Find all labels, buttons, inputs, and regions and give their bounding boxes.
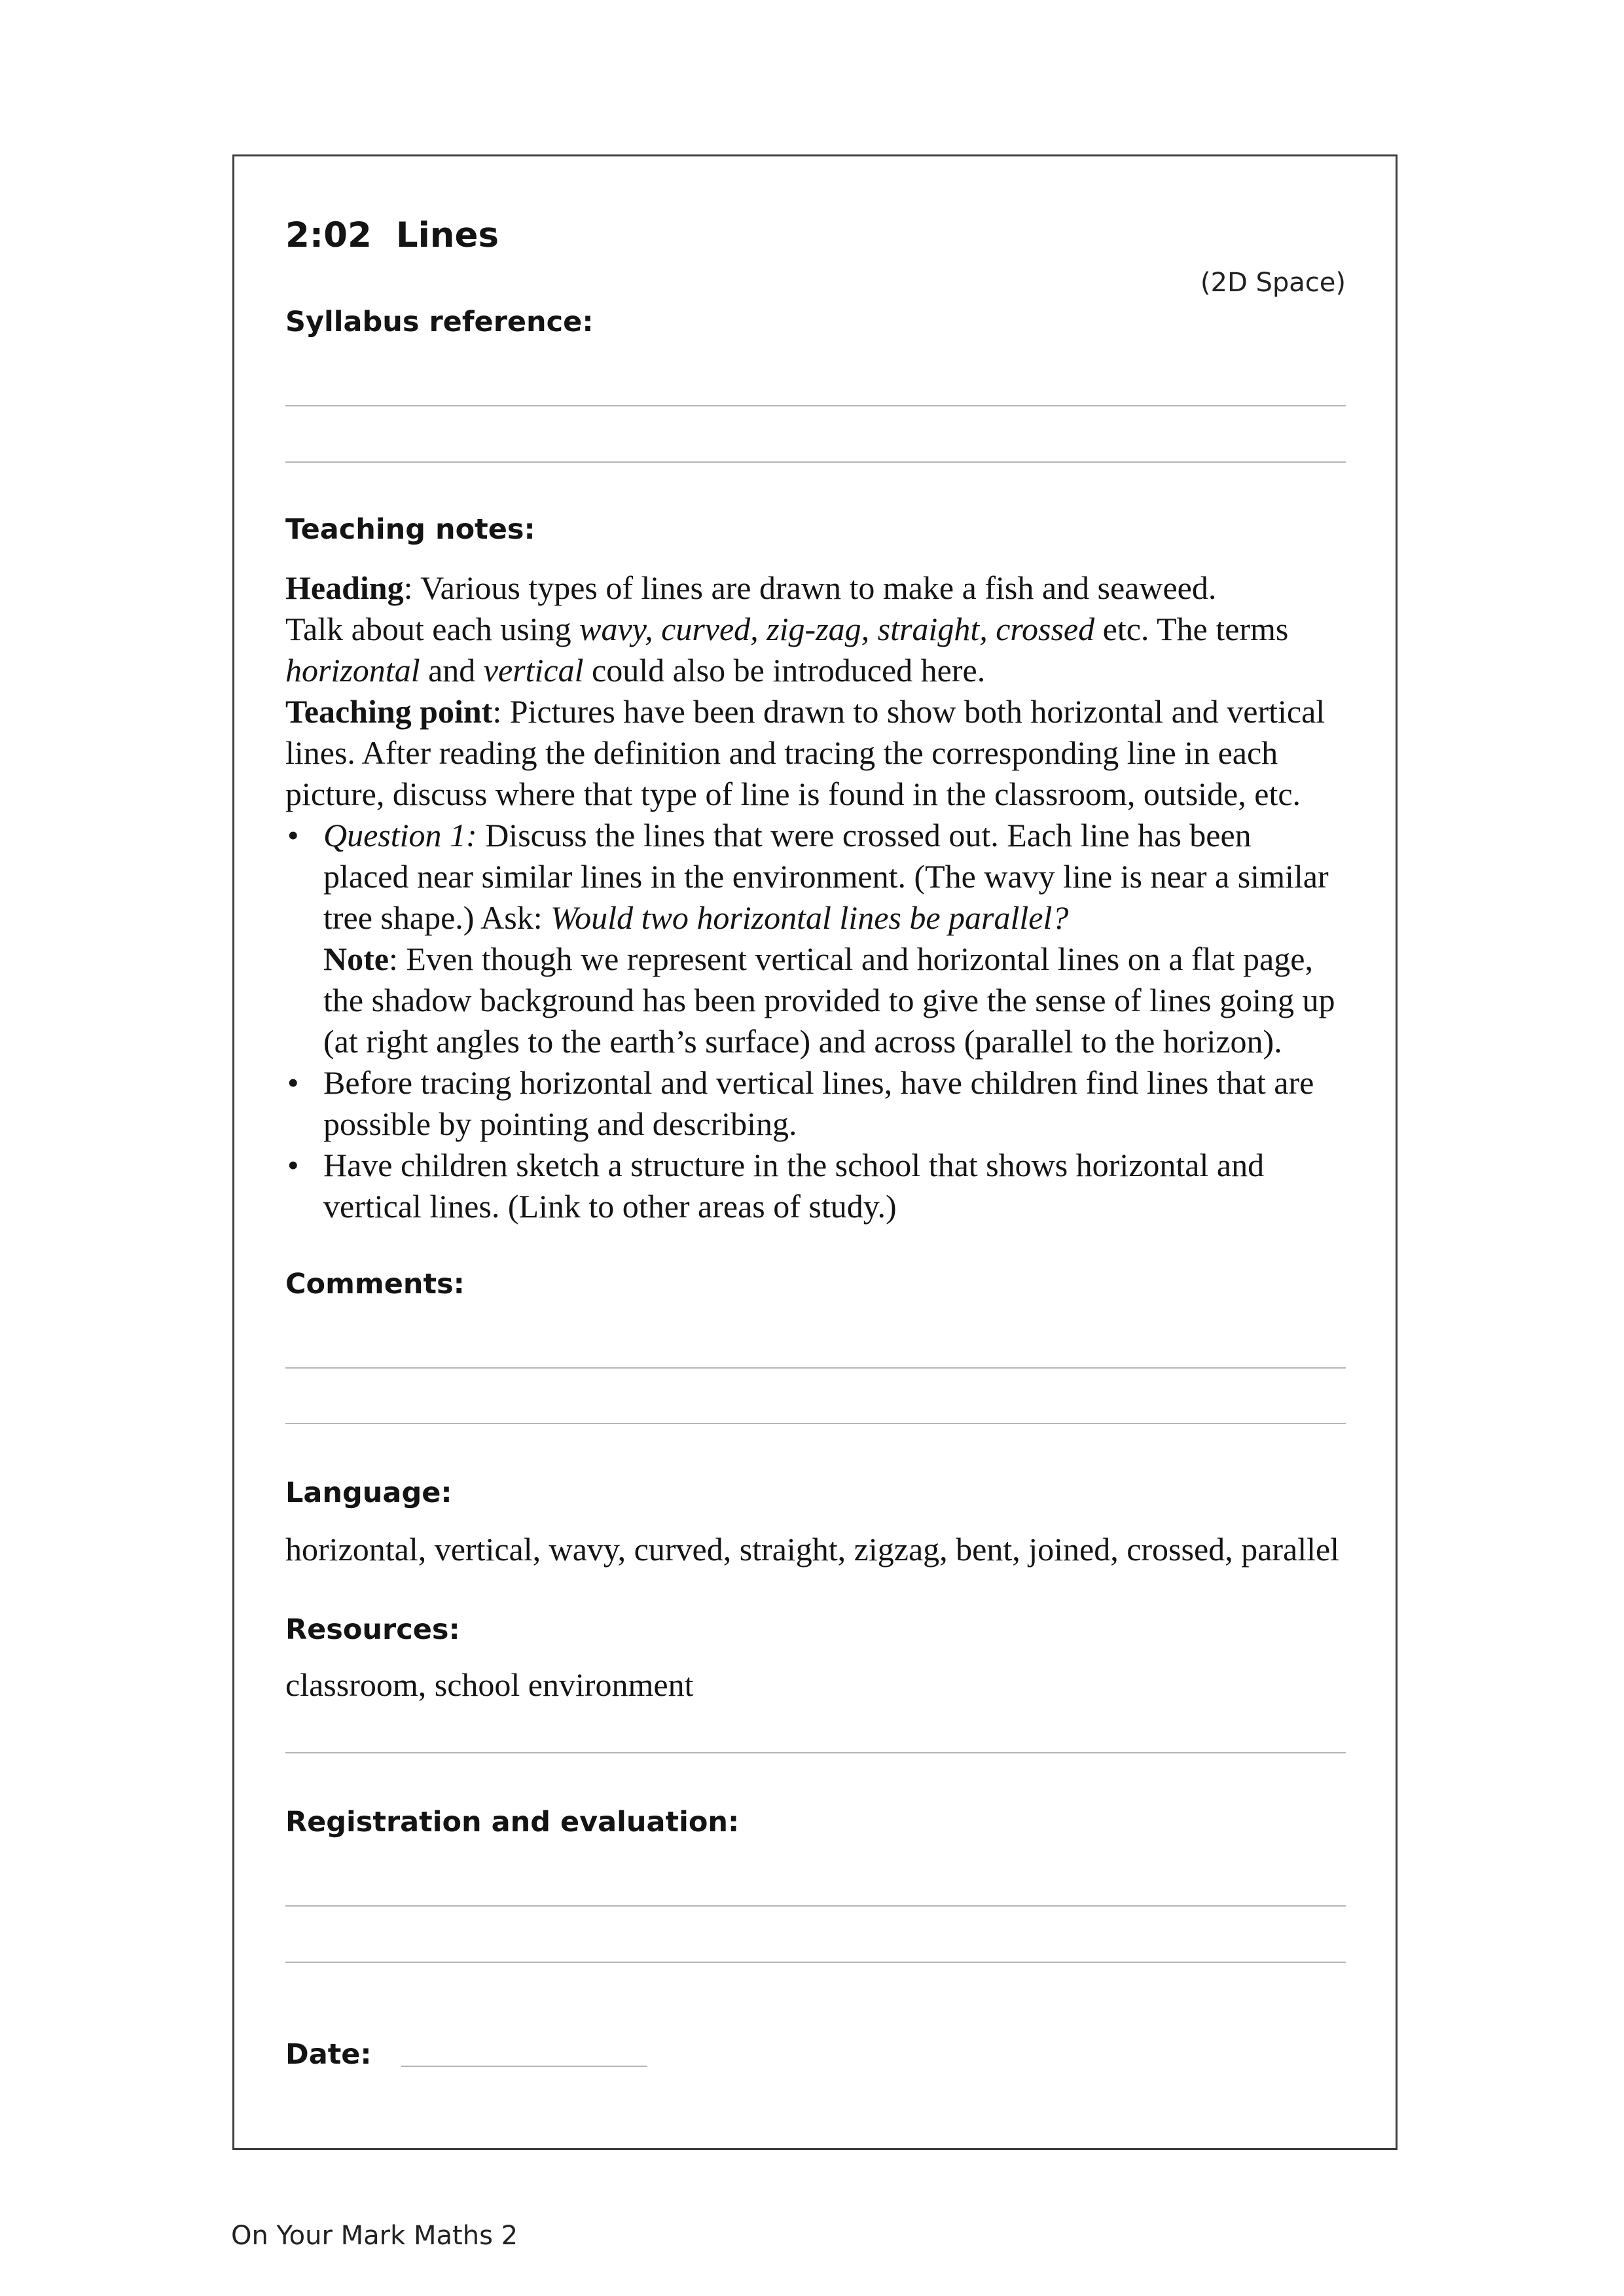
bullet-text: (at right angles to the earth’s surface) and across (parallel to the horizon). xyxy=(323,1023,1282,1060)
writing-line xyxy=(285,461,1346,463)
resources-heading: Resources: xyxy=(285,1613,460,1646)
bullet-text: tree shape.) Ask: xyxy=(323,899,551,936)
bullet-line xyxy=(323,1103,1346,1145)
writing-line xyxy=(285,1962,1346,1963)
date-writing-line xyxy=(401,2066,647,2067)
bullet-text: possible by pointing and describing. xyxy=(323,1105,797,1142)
writing-line xyxy=(285,1752,1346,1753)
notes-text: picture, discuss where that type of line is found in the classroom, outside, etc. xyxy=(285,776,1301,812)
page-footer: On Your Mark Maths 2 xyxy=(231,2221,518,2251)
bullet-line xyxy=(323,939,1346,980)
writing-line xyxy=(285,1367,1346,1369)
bullet-line xyxy=(323,980,1346,1021)
resources-list: classroom, school environment xyxy=(285,1666,694,1703)
bullet-line xyxy=(323,1186,1346,1227)
bullet-text: Discuss the lines that were crossed out. Each line has been xyxy=(477,817,1252,853)
registration-heading: Registration and evaluation: xyxy=(285,1806,740,1839)
bullet-marker: • xyxy=(287,1064,299,1101)
notes-text: Talk about each using xyxy=(285,611,580,647)
bullet-line xyxy=(323,1062,1346,1103)
notes-text: : Various types of lines are drawn to make a fish and seaweed. xyxy=(403,569,1217,606)
term-vertical: vertical xyxy=(483,652,584,689)
strand-label: (2D Space) xyxy=(1200,268,1346,298)
notes-line xyxy=(285,732,1346,774)
notes-text: : Pictures have been drawn to show both horizontal and vertical xyxy=(492,693,1326,730)
writing-line xyxy=(285,1423,1346,1424)
page-title xyxy=(285,215,499,257)
bullet-text: Have children sketch a structure in the school that shows horizontal and xyxy=(323,1147,1265,1183)
section-title: Lines xyxy=(395,215,499,255)
notes-line xyxy=(285,567,1346,609)
bullet-line xyxy=(323,856,1346,897)
language-heading: Language: xyxy=(285,1477,452,1509)
bullet-text: : Even though we represent vertical and horizontal lines on a flat page, xyxy=(388,941,1313,977)
question-prompt: Would two horizontal lines be parallel? xyxy=(550,899,1069,936)
bullet-line xyxy=(323,897,1346,939)
bullet-item xyxy=(285,815,1346,1062)
teaching-notes-heading: Teaching notes: xyxy=(285,513,535,546)
notes-text: etc. The terms xyxy=(1094,611,1289,647)
writing-line xyxy=(285,1905,1346,1907)
heading-term: Heading xyxy=(285,569,404,606)
bullet-item xyxy=(285,1062,1346,1145)
bullet-item xyxy=(285,1145,1346,1227)
notes-text: lines. After reading the definition and tracing the corresponding line in each xyxy=(285,734,1278,771)
notes-line xyxy=(285,650,1346,691)
notes-text: could also be introduced here. xyxy=(583,652,986,689)
section-number: 2:02 xyxy=(285,215,372,255)
bullet-text: placed near similar lines in the environment. (The wavy line is near a similar xyxy=(323,858,1329,895)
notes-line xyxy=(285,774,1346,815)
note-term: Note xyxy=(323,941,389,977)
line-type-terms: wavy, curved, zig-zag, straight, crossed xyxy=(579,611,1095,647)
bullet-text: the shadow background has been provided to give the sense of lines going up xyxy=(323,982,1335,1018)
teaching-notes-body xyxy=(285,567,1346,1227)
bullet-line xyxy=(323,815,1346,856)
question-term: Question 1: xyxy=(323,817,477,853)
language-vocabulary: horizontal, vertical, wavy, curved, straight, zigzag, bent, joined, crossed, parallel xyxy=(285,1531,1340,1568)
syllabus-reference-heading: Syllabus reference: xyxy=(285,306,594,338)
comments-heading: Comments: xyxy=(285,1268,465,1300)
notes-line xyxy=(285,691,1346,732)
date-heading: Date: xyxy=(285,2038,372,2071)
bullet-text: vertical lines. (Link to other areas of study.) xyxy=(323,1188,897,1225)
teaching-point-term: Teaching point xyxy=(285,693,493,730)
term-horizontal: horizontal xyxy=(285,652,420,689)
notes-text: and xyxy=(420,652,484,689)
bullet-marker: • xyxy=(287,1147,299,1183)
writing-line xyxy=(285,405,1346,406)
bullet-line xyxy=(323,1145,1346,1186)
bullet-line xyxy=(323,1021,1346,1062)
notes-line xyxy=(285,609,1346,650)
bullet-text: Before tracing horizontal and vertical lines, have children find lines that are xyxy=(323,1064,1314,1101)
bullet-marker: • xyxy=(287,817,299,853)
